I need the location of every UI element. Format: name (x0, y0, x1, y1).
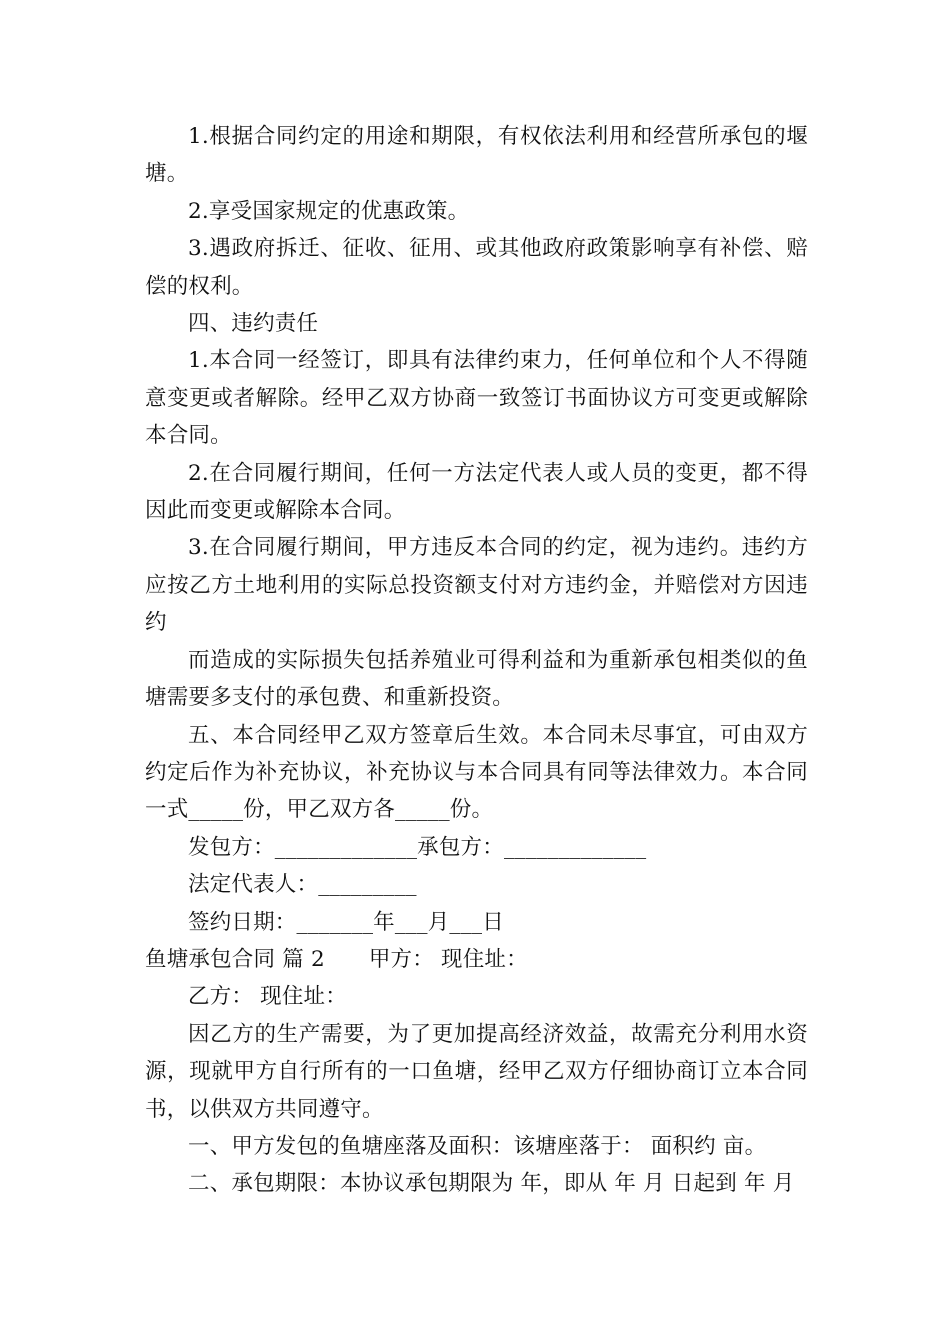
paragraph-right-2: 2.享受国家规定的优惠政策。 (188, 198, 470, 224)
paragraph-breach-3-cont: 而造成的实际损失包括养殖业可得利益和为重新承包相类似的鱼塘需要多支付的承包费、和重新投资。 (145, 647, 808, 711)
paragraph-purpose: 因乙方的生产需要，为了更加提高经济效益，故需充分利用水资源，现就甲方自行所有的一口鱼塘，经甲乙双方仔细协商订立本合同书，以供双方共同遵守。 (145, 1021, 808, 1122)
section-heading-breach: 四、违约责任 (188, 311, 319, 337)
paragraph-right-3: 3.遇政府拆迁、征收、征用、或其他政府政策影响享有补偿、赔偿的权利。 (145, 236, 808, 299)
paragraph-pond-location: 一、甲方发包的鱼塘座落及面积：该塘座落于： 面积约 亩。 (188, 1133, 767, 1159)
signature-parties-line: 发包方：_____________承包方：_____________ (188, 834, 647, 860)
document-body (145, 118, 808, 1203)
paragraph-contract-term: 二、承包期限：本协议承包期限为 年，即从 年 月 日起到 年 月 (188, 1171, 795, 1197)
paragraph-breach-3: 3.在合同履行期间，甲方违反本合同的约定，视为违约。违约方应按乙方土地利用的实际总投资额支付对方违约金，并赔偿对方因违约 (145, 535, 808, 636)
signing-date-line: 签约日期：_______年___月___日 (188, 909, 504, 935)
party-b-address: 乙方： 现住址： (188, 984, 347, 1010)
paragraph-effectiveness: 五、本合同经甲乙双方签章后生效。本合同未尽事宜，可由双方约定后作为补充协议，补充协议与本合同具有同等法律效力。本合同一式_____份，甲乙双方各_____份。 (145, 722, 808, 823)
paragraph-breach-1: 1.本合同一经签订，即具有法律约束力，任何单位和个人不得随意变更或者解除。经甲乙双方协商一致签订书面协议方可变更或解除本合同。 (145, 348, 808, 449)
paragraph-breach-2: 2.在合同履行期间，任何一方法定代表人或人员的变更，都不得因此而变更或解除本合同。 (145, 460, 808, 524)
contract-2-title-line (145, 941, 808, 978)
paragraph-right-1: 1.根据合同约定的用途和期限，有权依法利用和经营所承包的堰塘。 (145, 124, 808, 187)
legal-representative-line: 法定代表人：_________ (188, 872, 417, 898)
contract-2-heading: 鱼塘承包合同 篇 2 (145, 946, 325, 972)
party-a-address: 甲方： 现住址： (368, 946, 528, 972)
